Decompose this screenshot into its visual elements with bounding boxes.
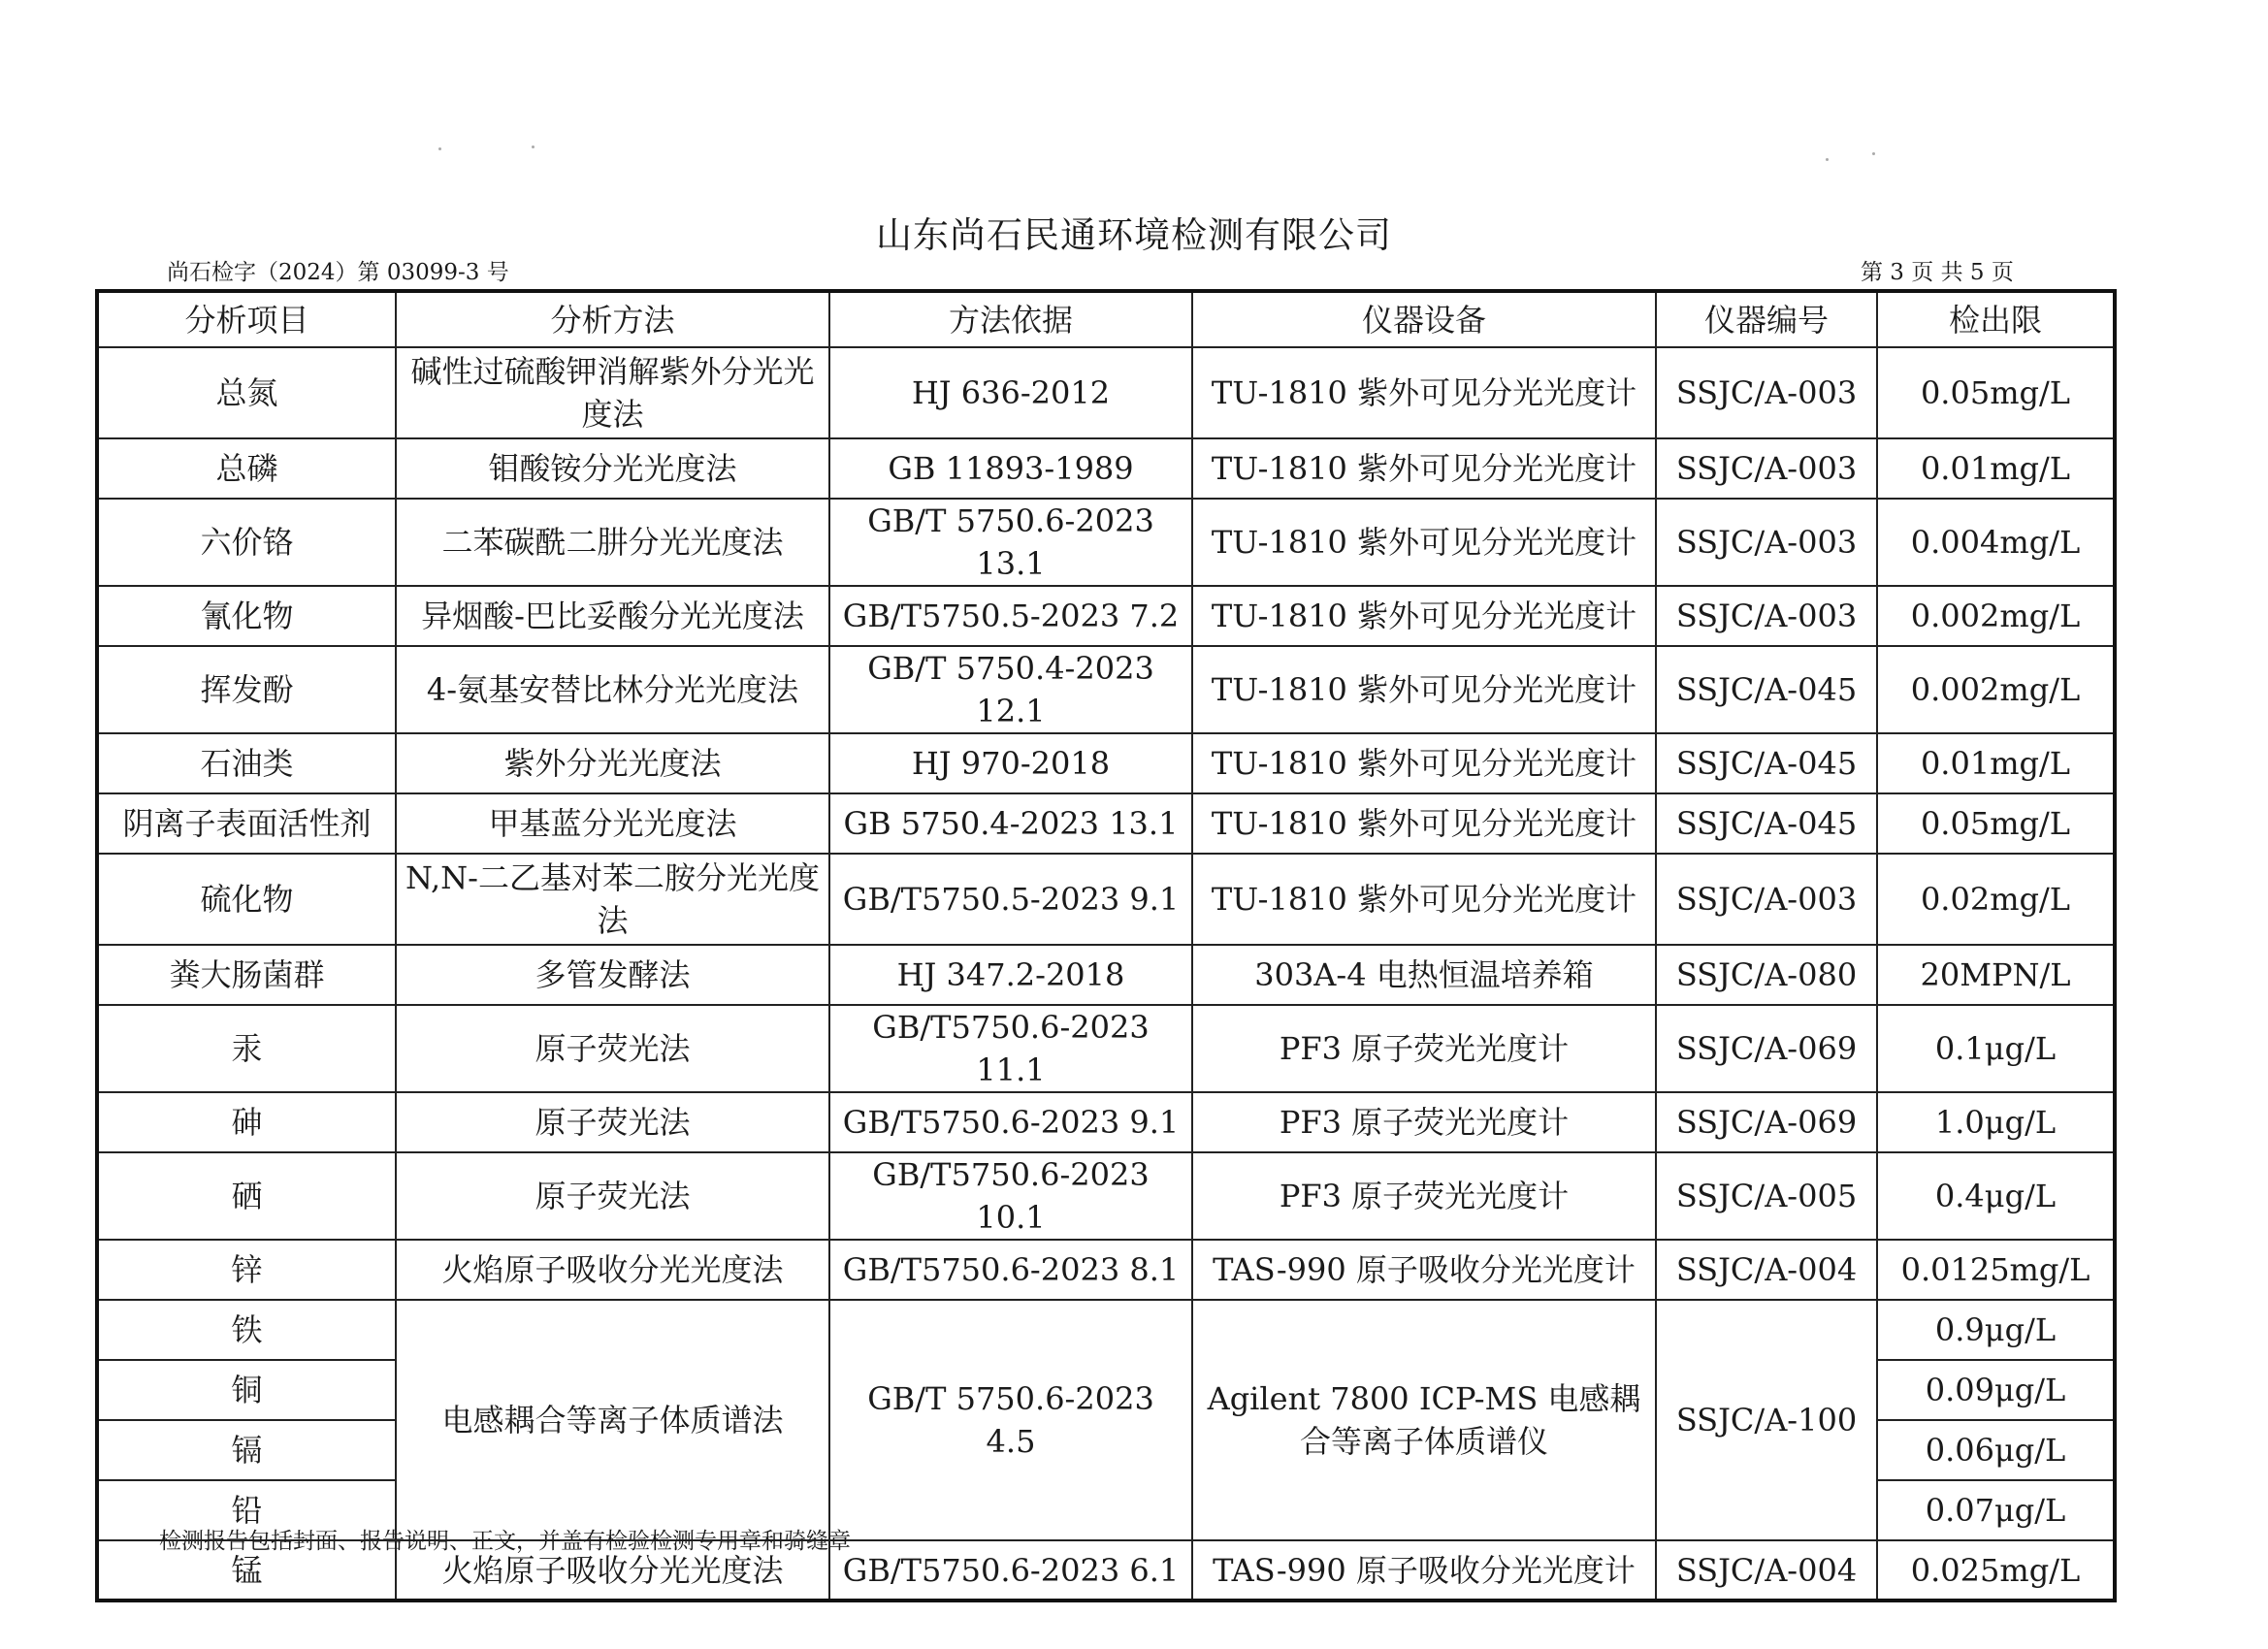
detection-limit-cell: 0.002mg/L — [1877, 586, 2115, 646]
method-basis-cell: GB/T5750.6-2023 9.1 — [829, 1092, 1192, 1152]
column-header: 分析方法 — [396, 291, 829, 347]
method-basis-cell: GB/T5750.6-2023 6.1 — [829, 1540, 1192, 1600]
method-cell: 4-氨基安替比林分光光度法 — [396, 646, 829, 733]
detection-limit-cell: 0.02mg/L — [1877, 854, 2115, 945]
table-row — [97, 793, 2115, 854]
method-cell: 二苯碳酰二肼分光光度法 — [396, 499, 829, 586]
company-name: 山东尚石民通环境检测有限公司 — [876, 214, 1392, 256]
detection-limit-cell: 0.0125mg/L — [1877, 1240, 2115, 1300]
detection-limit-cell: 0.004mg/L — [1877, 499, 2115, 586]
method-basis-cell: GB 11893-1989 — [829, 438, 1192, 499]
instrument-cell: TU-1810 紫外可见分光光度计 — [1192, 438, 1656, 499]
table-row — [97, 854, 2115, 945]
method-basis-cell: GB/T5750.5-2023 9.1 — [829, 854, 1192, 945]
instrument-id-cell: SSJC/A-003 — [1656, 499, 1877, 586]
method-cell: 紫外分光光度法 — [396, 733, 829, 793]
detection-limit-cell: 0.09μg/L — [1877, 1360, 2115, 1420]
method-cell: 原子荧光法 — [396, 1152, 829, 1240]
instrument-cell: PF3 原子荧光光度计 — [1192, 1152, 1656, 1240]
instrument-cell: TU-1810 紫外可见分光光度计 — [1192, 854, 1656, 945]
table-row — [97, 945, 2115, 1005]
method-basis-cell: HJ 347.2-2018 — [829, 945, 1192, 1005]
instrument-cell: 303A-4 电热恒温培养箱 — [1192, 945, 1656, 1005]
instrument-cell: Agilent 7800 ICP-MS 电感耦合等离子体质谱仪 — [1192, 1300, 1656, 1540]
analysis-item-cell: 总氮 — [97, 347, 396, 438]
method-cell: 甲基蓝分光光度法 — [396, 793, 829, 854]
detection-limit-cell: 0.01mg/L — [1877, 733, 2115, 793]
method-cell: 火焰原子吸收分光光度法 — [396, 1240, 829, 1300]
instrument-cell: TU-1810 紫外可见分光光度计 — [1192, 793, 1656, 854]
detection-limit-cell: 0.1μg/L — [1877, 1005, 2115, 1092]
column-header: 检出限 — [1877, 291, 2115, 347]
instrument-id-cell: SSJC/A-045 — [1656, 733, 1877, 793]
method-basis-cell: HJ 970-2018 — [829, 733, 1192, 793]
instrument-id-cell: SSJC/A-004 — [1656, 1540, 1877, 1600]
analysis-item-cell: 粪大肠菌群 — [97, 945, 396, 1005]
detection-limit-cell: 0.4μg/L — [1877, 1152, 2115, 1240]
table-row — [97, 586, 2115, 646]
analysis-item-cell: 石油类 — [97, 733, 396, 793]
method-basis-cell: GB 5750.4-2023 13.1 — [829, 793, 1192, 854]
analysis-item-cell: 硒 — [97, 1152, 396, 1240]
analysis-item-cell: 铜 — [97, 1360, 396, 1420]
instrument-id-cell: SSJC/A-003 — [1656, 854, 1877, 945]
analysis-item-cell: 阴离子表面活性剂 — [97, 793, 396, 854]
method-basis-cell: HJ 636-2012 — [829, 347, 1192, 438]
instrument-id-cell: SSJC/A-069 — [1656, 1005, 1877, 1092]
column-header: 方法依据 — [829, 291, 1192, 347]
analysis-item-cell: 锌 — [97, 1240, 396, 1300]
instrument-cell: TAS-990 原子吸收分光光度计 — [1192, 1240, 1656, 1300]
table-row — [97, 1005, 2115, 1092]
method-cell: 原子荧光法 — [396, 1005, 829, 1092]
analysis-item-cell: 硫化物 — [97, 854, 396, 945]
analysis-item-cell: 六价铬 — [97, 499, 396, 586]
detection-limit-cell: 0.01mg/L — [1877, 438, 2115, 499]
method-basis-cell: GB/T 5750.4-2023 12.1 — [829, 646, 1192, 733]
table-row — [97, 438, 2115, 499]
instrument-id-cell: SSJC/A-045 — [1656, 793, 1877, 854]
instrument-id-cell: SSJC/A-100 — [1656, 1300, 1877, 1540]
instrument-cell: TU-1810 紫外可见分光光度计 — [1192, 586, 1656, 646]
analysis-item-cell: 砷 — [97, 1092, 396, 1152]
method-basis-cell: GB/T5750.6-2023 10.1 — [829, 1152, 1192, 1240]
detection-limit-cell: 20MPN/L — [1877, 945, 2115, 1005]
table-row — [97, 1152, 2115, 1240]
analysis-item-cell: 汞 — [97, 1005, 396, 1092]
column-header: 仪器设备 — [1192, 291, 1656, 347]
method-basis-cell: GB/T5750.6-2023 8.1 — [829, 1240, 1192, 1300]
analysis-methods-table — [95, 289, 2117, 1602]
method-basis-cell: GB/T5750.6-2023 11.1 — [829, 1005, 1192, 1092]
method-basis-cell: GB/T5750.5-2023 7.2 — [829, 586, 1192, 646]
report-footnote: 检测报告包括封面、报告说明、正文，并盖有检验检测专用章和骑缝章 — [159, 1529, 851, 1554]
table-row — [97, 1240, 2115, 1300]
instrument-id-cell: SSJC/A-003 — [1656, 347, 1877, 438]
instrument-id-cell: SSJC/A-003 — [1656, 586, 1877, 646]
instrument-id-cell: SSJC/A-005 — [1656, 1152, 1877, 1240]
report-number: 尚石检字（2024）第 03099-3 号 — [167, 260, 509, 285]
method-cell: 电感耦合等离子体质谱法 — [396, 1300, 829, 1540]
detection-limit-cell: 0.002mg/L — [1877, 646, 2115, 733]
analysis-item-cell: 铁 — [97, 1300, 396, 1360]
instrument-cell: TU-1810 紫外可见分光光度计 — [1192, 646, 1656, 733]
detection-limit-cell: 1.0μg/L — [1877, 1092, 2115, 1152]
method-cell: 火焰原子吸收分光光度法 — [396, 1540, 829, 1600]
instrument-id-cell: SSJC/A-045 — [1656, 646, 1877, 733]
method-cell: 多管发酵法 — [396, 945, 829, 1005]
analysis-item-cell: 镉 — [97, 1420, 396, 1480]
instrument-cell: TU-1810 紫外可见分光光度计 — [1192, 733, 1656, 793]
method-basis-cell: GB/T 5750.6-2023 13.1 — [829, 499, 1192, 586]
analysis-item-cell: 氰化物 — [97, 586, 396, 646]
analysis-item-cell: 总磷 — [97, 438, 396, 499]
detection-limit-cell: 0.05mg/L — [1877, 347, 2115, 438]
analysis-item-cell: 铅 — [97, 1480, 396, 1540]
method-cell: 碱性过硫酸钾消解紫外分光光度法 — [396, 347, 829, 438]
detection-limit-cell: 0.025mg/L — [1877, 1540, 2115, 1600]
detection-limit-cell: 0.06μg/L — [1877, 1420, 2115, 1480]
table-row — [97, 733, 2115, 793]
detection-limit-cell: 0.07μg/L — [1877, 1480, 2115, 1540]
method-cell: 钼酸铵分光光度法 — [396, 438, 829, 499]
column-header: 分析项目 — [97, 291, 396, 347]
analysis-item-cell: 锰 — [97, 1540, 396, 1600]
table-row — [97, 1300, 2115, 1360]
method-cell: 原子荧光法 — [396, 1092, 829, 1152]
instrument-id-cell: SSJC/A-069 — [1656, 1092, 1877, 1152]
detection-limit-cell: 0.05mg/L — [1877, 793, 2115, 854]
method-basis-cell: GB/T 5750.6-2023 4.5 — [829, 1300, 1192, 1540]
analysis-item-cell: 挥发酚 — [97, 646, 396, 733]
instrument-id-cell: SSJC/A-080 — [1656, 945, 1877, 1005]
instrument-cell: TU-1810 紫外可见分光光度计 — [1192, 347, 1656, 438]
table-row — [97, 499, 2115, 586]
table-row — [97, 1092, 2115, 1152]
page-indicator: 第 3 页 共 5 页 — [1861, 260, 2014, 285]
method-cell: N,N-二乙基对苯二胺分光光度法 — [396, 854, 829, 945]
method-cell: 异烟酸-巴比妥酸分光光度法 — [396, 586, 829, 646]
instrument-cell: PF3 原子荧光光度计 — [1192, 1092, 1656, 1152]
instrument-cell: TAS-990 原子吸收分光光度计 — [1192, 1540, 1656, 1600]
table-header-row — [97, 291, 2115, 347]
instrument-id-cell: SSJC/A-004 — [1656, 1240, 1877, 1300]
table-row — [97, 347, 2115, 438]
instrument-cell: TU-1810 紫外可见分光光度计 — [1192, 499, 1656, 586]
column-header: 仪器编号 — [1656, 291, 1877, 347]
instrument-cell: PF3 原子荧光光度计 — [1192, 1005, 1656, 1092]
instrument-id-cell: SSJC/A-003 — [1656, 438, 1877, 499]
detection-limit-cell: 0.9μg/L — [1877, 1300, 2115, 1360]
table-row — [97, 646, 2115, 733]
